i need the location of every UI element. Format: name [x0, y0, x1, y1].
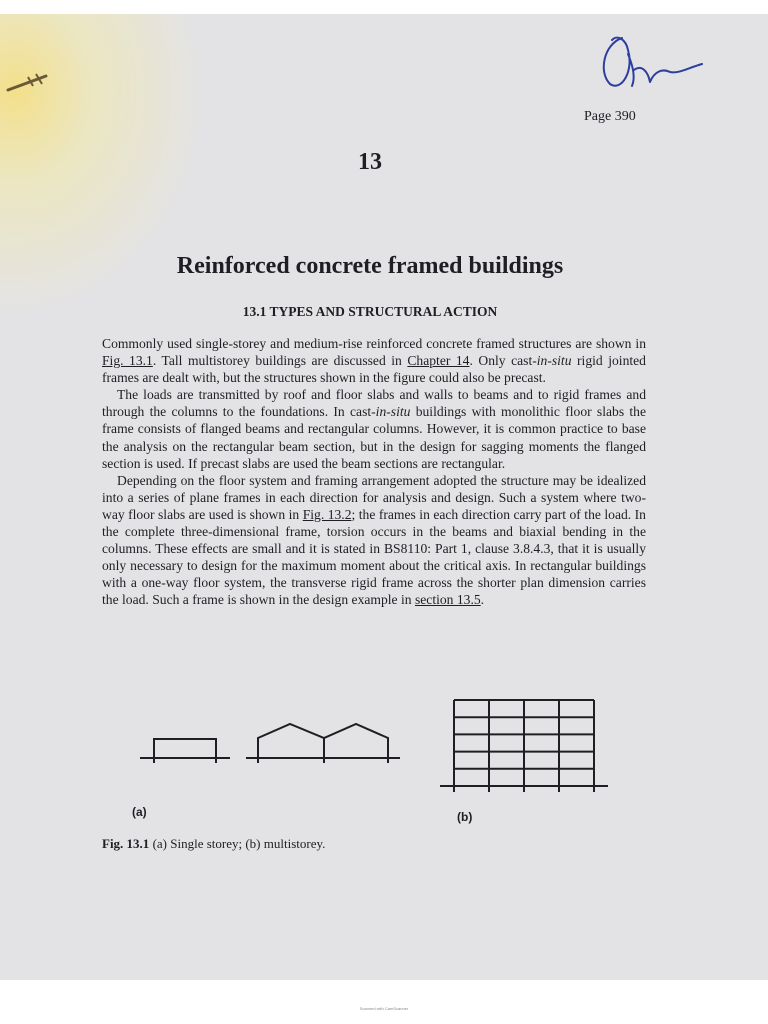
figure-label-b: (b): [457, 810, 473, 824]
paragraph: Depending on the floor system and framing arrangement adopted the structure may be idealized into a series of plane frames in each direction for analysis and design. Such a system where two-way floor slabs are used is shown in Fig. 13.2; the frames in each direction carry part of the load. In the complete three-dimensional frame, torsion occurs in the beams and biaxial bending in the columns. These effects are small and it is stated in BS8110: Part 1, clause 3.8.4.3, that it is usually only necessary to design for the maximum moment about the critical axis. In rectangular buildings with a one-way floor system, the transverse rigid frame across the shorter plan dimension carries the load. Such a frame is shown in the design example in section 13.5.: [102, 472, 646, 608]
pin-icon: [6, 70, 52, 94]
scanned-page: [0, 14, 768, 980]
chapter-reference-link[interactable]: Chapter 14: [407, 353, 470, 369]
paragraph: The loads are transmitted by roof and floor slabs and walls to beams and to rigid frames and through the columns to the foundations. In cast-in-situ buildings with monolithic floor slabs the frame consists of flanged beams and rectangular columns. However, it is common practice to base the analysis on the rectangular beam section, but in the design for sagging moments the flanged section is used. If precast slabs are used the beam sections are rectangular.: [102, 387, 646, 471]
scanner-watermark: Scanned with CamScanner: [359, 1006, 409, 1011]
pitched-roof-frame: [246, 724, 400, 763]
chapter-number: 13: [358, 149, 382, 175]
page-number: Page 390: [584, 109, 636, 124]
figure-reference-link[interactable]: Fig. 13.2: [302, 506, 352, 522]
paragraph: Commonly used single-storey and medium-rise reinforced concrete framed structures are shown in Fig. 13.1. Tall multistorey buildings are discussed in Chapter 14. Only cast-in-situ rigid jointed frames are dealt with, but the structures shown in the figure could also be precast.: [102, 336, 646, 386]
single-storey-frames-diagram: [138, 696, 413, 766]
figure-reference-link[interactable]: Fig. 13.1: [102, 353, 153, 369]
figure-label-a: (a): [132, 805, 147, 819]
handwritten-signature: [592, 24, 710, 96]
figure-caption: Fig. 13.1 (a) Single storey; (b) multistorey.: [102, 836, 326, 851]
section-reference-link[interactable]: section 13.5: [414, 592, 481, 608]
section-heading: 13.1 TYPES AND STRUCTURAL ACTION: [242, 304, 498, 319]
chapter-title: Reinforced concrete framed buildings: [176, 253, 564, 279]
portal-frame: [140, 739, 230, 763]
body-text: [102, 335, 646, 609]
multistorey-frame-diagram: [438, 694, 613, 799]
